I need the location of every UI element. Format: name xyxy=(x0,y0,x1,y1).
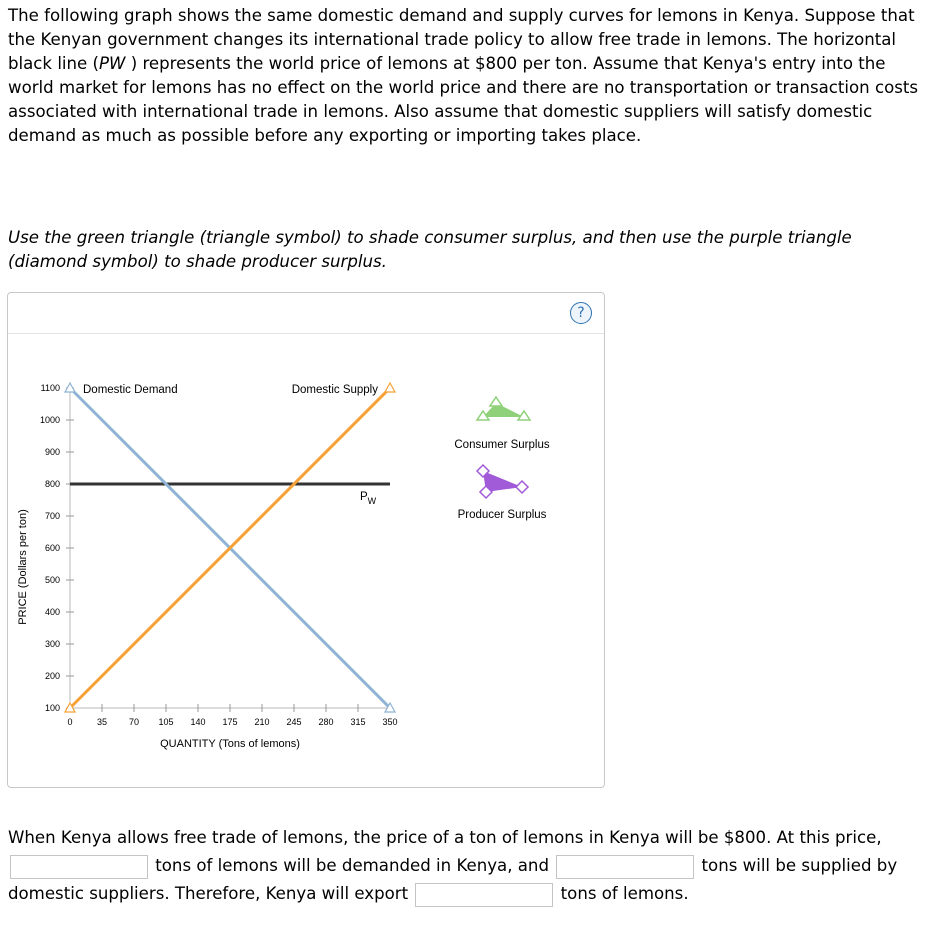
chart[interactable] xyxy=(8,293,604,787)
y-tick-label: 300 xyxy=(44,639,60,649)
question-part-3: tons will be supplied by domestic suppliers. Therefore, Kenya will export xyxy=(8,856,898,903)
producer-surplus-tool[interactable] xyxy=(477,465,528,498)
domestic-supply-label: Domestic Supply xyxy=(291,384,378,396)
help-icon[interactable]: ? xyxy=(570,302,592,324)
consumer-surplus-triangle-icon[interactable] xyxy=(483,403,524,417)
y-tick-label: 1000 xyxy=(39,415,60,425)
x-tick-label: 0 xyxy=(67,717,73,727)
pw-variable: PW xyxy=(99,54,126,73)
consumer-surplus-label: Consumer Surplus xyxy=(454,439,550,451)
intro-text-1: The following graph shows the same domestic demand and supply curves for lemons in Kenya. Suppose that the Kenyan government changes its international trade policy to allow free trade in lemons. The horizontal black line ( xyxy=(8,6,915,73)
question-part-4: tons of lemons. xyxy=(555,884,689,903)
triangle-handle-icon[interactable] xyxy=(490,397,502,406)
y-tick-label: 1100 xyxy=(40,383,60,393)
x-tick-label: 105 xyxy=(158,717,174,727)
quantity-exported-input[interactable] xyxy=(415,883,553,907)
x-tick-label: 210 xyxy=(254,717,270,727)
x-tick-label: 140 xyxy=(190,717,206,727)
domestic-supply-handle-icon xyxy=(385,383,395,392)
question-text xyxy=(8,824,933,908)
x-tick-label: 315 xyxy=(350,717,366,727)
intro-paragraph xyxy=(8,4,933,148)
x-tick-label: 280 xyxy=(318,717,334,727)
y-tick-label: 400 xyxy=(44,607,60,617)
y-tick-label: 100 xyxy=(44,703,60,713)
quantity-demanded-input[interactable] xyxy=(10,855,148,879)
consumer-surplus-tool[interactable] xyxy=(477,397,530,420)
domestic-demand-label: Domestic Demand xyxy=(83,384,178,396)
world-price-label: $P_W$ xyxy=(360,491,377,506)
x-tick-label: 35 xyxy=(96,717,108,727)
producer-surplus-label: Producer Surplus xyxy=(457,509,547,521)
x-tick-label: 70 xyxy=(128,717,140,727)
x-tick-label: 350 xyxy=(382,717,398,727)
y-tick-label: 900 xyxy=(44,447,60,457)
quantity-supplied-input[interactable] xyxy=(556,855,694,879)
intro-text-2: ) represents the world price of lemons at $800 per ton. Assume that Kenya's entry into the world market for lemons has no effect on the world price and there are no transportation or transaction costs associated with international trade in lemons. Also assume that domestic suppliers will satisfy domestic demand as much as possible before any exporting or importing takes place. xyxy=(8,54,919,145)
graph-panel xyxy=(7,292,605,788)
y-tick-label: 800 xyxy=(44,479,60,489)
y-axis-label: PRICE (Dollars per ton) xyxy=(17,509,29,625)
x-tick-label: 175 xyxy=(222,717,238,727)
x-tick-label: 245 xyxy=(286,717,302,727)
world-price-subscript: W xyxy=(367,496,377,506)
question-part-1: When Kenya allows free trade of lemons, the price of a ton of lemons in Kenya will be $800. At this price, xyxy=(8,828,882,847)
y-tick-label: 500 xyxy=(44,575,60,585)
x-axis-label: QUANTITY (Tons of lemons) xyxy=(160,738,300,750)
y-tick-label: 200 xyxy=(44,671,60,681)
y-tick-label: 700 xyxy=(44,511,60,521)
question-part-2: tons of lemons will be demanded in Kenya, and xyxy=(150,856,555,875)
instruction-text: Use the green triangle (triangle symbol) to shade consumer surplus, and then use the purple triangle (diamond symbol) to shade producer surplus. xyxy=(8,228,852,271)
diamond-handle-icon[interactable] xyxy=(516,481,528,493)
y-tick-label: 600 xyxy=(44,543,60,553)
